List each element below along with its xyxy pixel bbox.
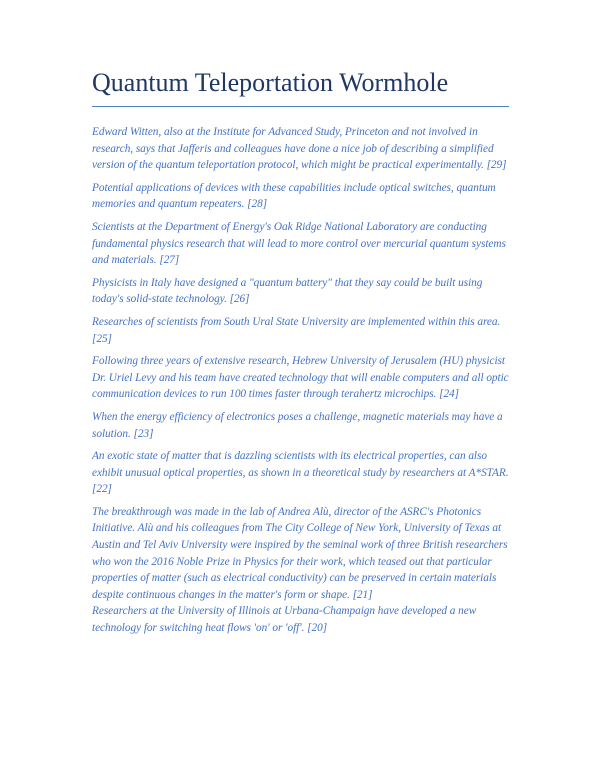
paragraph-20: Researchers at the University of Illinois at Urbana-Champaign have developed a new technology for switching heat flows 'on' or 'off'. [20] bbox=[92, 605, 477, 635]
paragraph-28: Potential applications of devices with these capabilities include optical switches, quantum memories and quantum repeaters. [28] bbox=[92, 181, 496, 211]
paragraph-29: Edward Witten, also at the Institute for Advanced Study, Princeton and not involved in research, says that Jafferis and colleagues have done a nice job of describing a simplified version of the quantum teleportation protocol, which might be practical experimentally. [29] bbox=[92, 126, 507, 172]
paragraph-25: Researches of scientists from South Ural State University are implemented within this area. [25] bbox=[92, 315, 501, 345]
paragraph-26: Physicists in Italy have designed a "quantum battery" that they say could be built using today's solid-state technology. [26] bbox=[92, 276, 483, 306]
paragraph-22: An exotic state of matter that is dazzling scientists with its electrical properties, can also exhibit unusual optical properties, as shown in a theoretical study by researchers at A*STAR. [22] bbox=[92, 450, 509, 496]
page-title: Quantum Teleportation Wormhole bbox=[92, 68, 449, 97]
paragraph-23: When the energy efficiency of electronics poses a challenge, magnetic materials may have a solution. [23] bbox=[92, 410, 503, 440]
paragraph-24: Following three years of extensive research, Hebrew University of Jerusalem (HU) physicist Dr. Uriel Levy and his team have created technology that will enable computers and all optic communication devices to run 100 times faster through terahertz microchips. [24] bbox=[92, 355, 509, 401]
document-body bbox=[92, 124, 512, 643]
title-underline bbox=[92, 106, 509, 107]
paragraph-27: Scientists at the Department of Energy's Oak Ridge National Laboratory are conducting fundamental physics research that will lead to more control over mercurial quantum systems and materials. [27] bbox=[92, 220, 506, 267]
paragraph-21: The breakthrough was made in the lab of Andrea Alù, director of the ASRC's Photonics Initiative. Alù and his colleagues from The City College of New York, University of Texas at Austin and Tel Aviv University were inspired by the seminal work of three British researchers who won the 2016 Noble Prize in Physics for their work, which teased out that particular properties of matter (such as electrical conductivity) can be preserved in certain materials despite continuous changes in the matter's form or shape. [21] bbox=[92, 505, 508, 601]
